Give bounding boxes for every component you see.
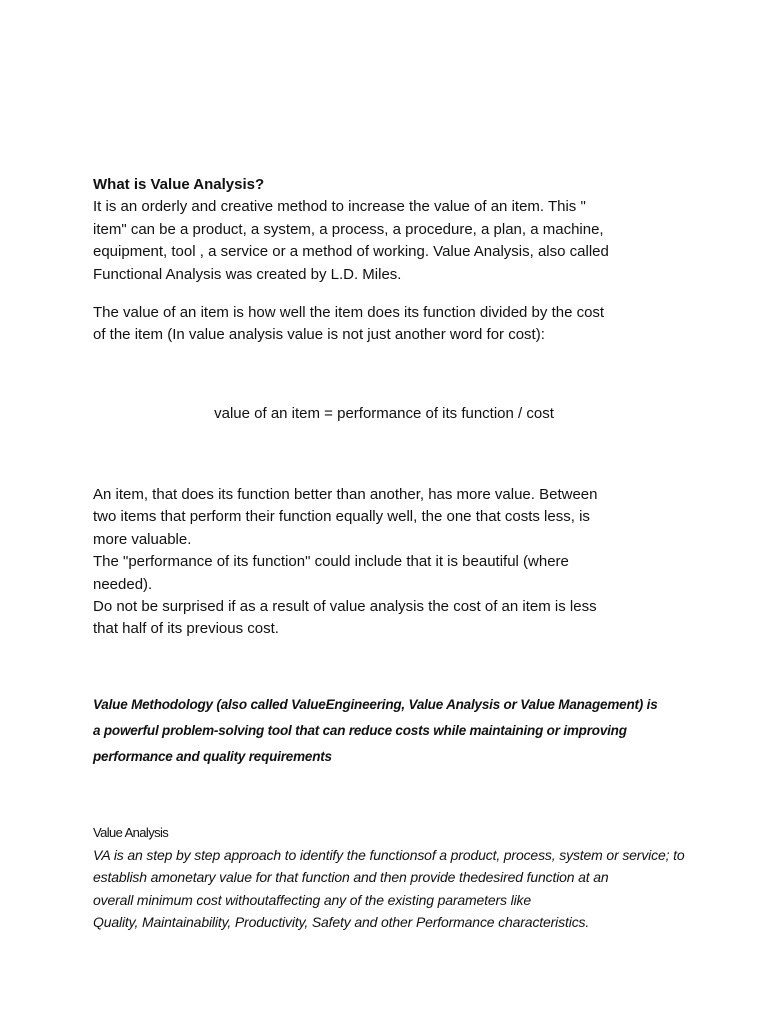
paragraph-line: It is an orderly and creative method to increase the value of an item. This " (93, 198, 586, 216)
paragraph-line: Functional Analysis was created by L.D. Miles. (93, 265, 402, 283)
paragraph-line: that half of its previous cost. (93, 620, 279, 638)
value-analysis-line: overall minimum cost withoutaffecting any of the existing parameters like (93, 891, 532, 908)
paragraph-line: An item, that does its function better than another, has more value. Between (93, 486, 598, 503)
paragraph-line: two items that perform their function equally well, the one that costs less, is (93, 508, 590, 526)
value-analysis-line: establish amonetary value for that function and then provide thedesired function at an (93, 869, 609, 886)
value-analysis-title: Value Analysis (93, 825, 169, 840)
paragraph-line: Do not be surprised if as a result of value analysis the cost of an item is less (93, 598, 597, 616)
paragraph-line: of the item (In value analysis value is not just another word for cost): (93, 326, 545, 344)
paragraph-line: equipment, tool , a service or a method of working. Value Analysis, also called (93, 243, 609, 261)
methodology-line: performance and quality requirements (93, 749, 332, 764)
paragraph-line: needed). (93, 575, 153, 593)
section-value-definition (93, 302, 683, 347)
section-value-explanation (93, 484, 683, 641)
paragraph-line: The "performance of its function" could include that it is beautiful (where (93, 553, 569, 571)
value-analysis-line: Quality, Maintainability, Productivity, Safety and other Performance characteristics. (93, 914, 590, 931)
paragraph-line: more valuable. (93, 530, 192, 548)
section-value-methodology (93, 692, 693, 770)
methodology-line: Value Methodology (also called ValueEngineering, Value Analysis or Value Management) is (93, 697, 658, 712)
section-heading: What is Value Analysis? (93, 176, 265, 193)
value-formula: value of an item = performance of its function / cost (214, 405, 554, 422)
section-what-is-value-analysis (93, 174, 683, 286)
section-value-analysis (93, 822, 693, 934)
methodology-line: a powerful problem-solving tool that can reduce costs while maintaining or improving (93, 723, 627, 738)
paragraph-line: item" can be a product, a system, a process, a procedure, a plan, a machine, (93, 220, 604, 238)
paragraph-line: The value of an item is how well the item does its function divided by the cost (93, 304, 605, 321)
value-analysis-line: VA is an step by step approach to identify the functionsof a product, process, system or service; to (93, 847, 685, 863)
